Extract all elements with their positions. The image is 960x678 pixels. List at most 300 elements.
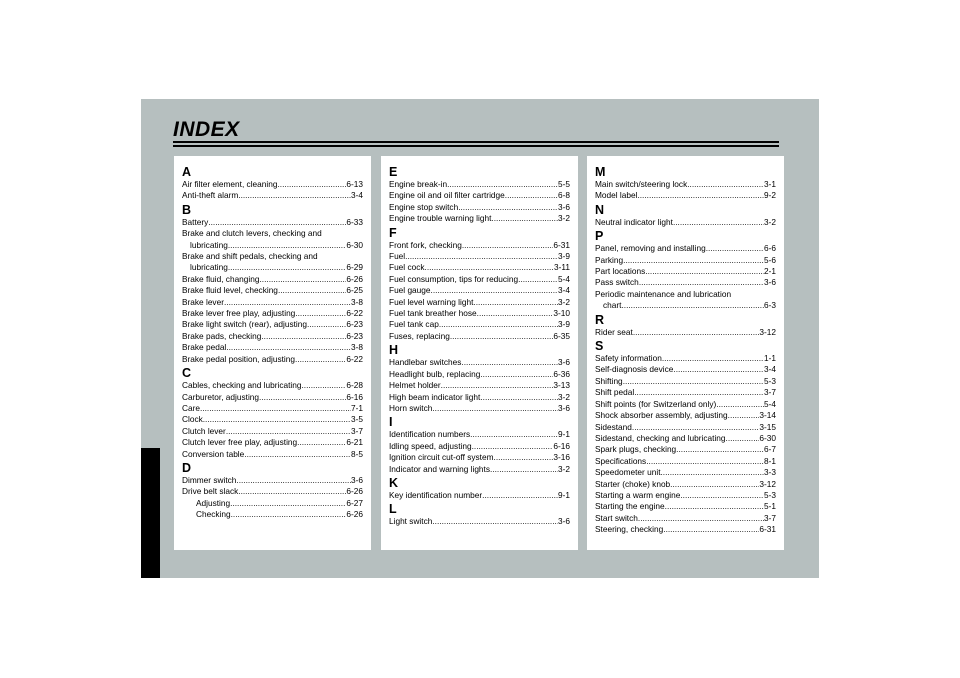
index-entry [595, 433, 776, 444]
leader-dots [673, 364, 764, 375]
index-page-number: 3-2 [558, 463, 570, 474]
index-entry [182, 414, 363, 425]
index-page-number: 6-13 [346, 179, 363, 189]
index-entry [182, 342, 363, 353]
index-entry [389, 490, 570, 501]
index-entry [389, 262, 570, 273]
index-entry [595, 327, 776, 338]
index-entry [595, 410, 776, 421]
index-entry [182, 380, 363, 391]
index-page-number: 1-1 [764, 353, 776, 364]
index-letter-heading: D [182, 460, 192, 475]
index-page-number: 3-9 [558, 319, 570, 330]
index-entry [182, 285, 363, 296]
leader-dots [665, 501, 764, 512]
index-entry-label: Fuel tank breather hose [389, 308, 477, 319]
index-page-number: 5-5 [558, 179, 570, 189]
index-entry-label: Fuel cock [389, 262, 425, 273]
index-entry-label: Sidestand, checking and lubricating [595, 432, 726, 443]
leader-dots [505, 190, 558, 201]
index-page-number: 3-6 [764, 277, 776, 288]
leader-dots [639, 277, 764, 288]
index-entry [389, 190, 570, 201]
leader-dots [458, 202, 558, 213]
leader-dots [477, 308, 554, 319]
index-entry [182, 509, 363, 520]
index-entry [182, 274, 363, 285]
index-entry [182, 331, 363, 342]
index-page-number: 3-16 [553, 452, 570, 463]
index-entry [595, 467, 776, 478]
index-entry-continuation: chart [603, 300, 622, 311]
index-page-number: 6-27 [346, 497, 363, 508]
index-page-number: 5-3 [764, 375, 776, 386]
index-entry-label: Specifications [595, 455, 647, 466]
index-entry [595, 364, 776, 375]
index-entry-label: Brake fluid level, checking [182, 285, 278, 296]
leader-dots [236, 475, 351, 486]
index-entry [389, 319, 570, 330]
index-entry [182, 403, 363, 414]
index-entry [595, 376, 776, 387]
leader-dots [473, 297, 558, 308]
index-entry-label: Brake light switch (rear), adjusting [182, 319, 307, 330]
index-page-number: 6-22 [346, 308, 363, 319]
index-column-3 [587, 156, 784, 550]
leader-dots [470, 429, 558, 440]
index-letter-heading: N [595, 202, 605, 217]
leader-dots [621, 300, 764, 311]
index-page-number: 3-9 [558, 251, 570, 262]
index-entry-label: Sidestand [595, 421, 632, 432]
leader-dots [480, 369, 553, 380]
index-entry-label: Brake pedal position, adjusting [182, 353, 296, 364]
index-entry [389, 274, 570, 285]
index-page-number: 3-2 [558, 213, 570, 224]
leader-dots [224, 297, 351, 308]
index-entry-label: Periodic maintenance and lubrication [595, 288, 732, 299]
index-entry-label: Brake and shift pedals, checking and [182, 251, 318, 262]
index-entry-label: Neutral indicator light [595, 216, 673, 227]
index-entry [182, 240, 363, 251]
index-entry-label: Panel, removing and installing [595, 243, 706, 254]
index-page-number: 6-31 [553, 239, 570, 250]
leader-dots [238, 190, 351, 201]
index-page-number: 3-10 [553, 308, 570, 319]
leader-dots [450, 331, 554, 342]
index-page-number: 6-6 [764, 243, 776, 254]
index-page-number: 6-23 [346, 319, 363, 330]
index-entry-label: Rider seat [595, 326, 633, 337]
index-page-number: 5-3 [764, 489, 776, 500]
index-page-number: 6-8 [558, 190, 570, 201]
index-page-number: 3-1 [764, 179, 776, 189]
index-entry [182, 449, 363, 460]
index-page-number: 6-30 [346, 239, 363, 250]
leader-dots [645, 266, 764, 277]
leader-dots [203, 414, 351, 425]
index-letter-heading: H [389, 343, 399, 358]
index-page-number: 3-5 [351, 414, 363, 425]
leader-dots [680, 490, 764, 501]
leader-dots [661, 467, 765, 478]
index-page-number: 3-8 [351, 296, 363, 307]
index-entry-label: Steering, checking [595, 524, 664, 535]
index-entry [389, 331, 570, 342]
index-letter-heading: A [182, 165, 192, 179]
index-entry-continuation: lubricating [190, 239, 228, 250]
index-page-number: 3-7 [764, 512, 776, 523]
index-page-number: 6-33 [346, 216, 363, 227]
index-letter-heading: R [595, 312, 605, 327]
index-entry-label: Fuel level warning light [389, 296, 474, 307]
index-entry-label: Clutch lever [182, 425, 226, 436]
leader-dots [432, 516, 558, 527]
index-entry-label: Fuel [389, 251, 406, 262]
index-entry [595, 190, 776, 201]
index-letter-heading: P [595, 229, 604, 244]
index-entry [595, 179, 776, 190]
index-entry-label: Handlebar switches [389, 357, 462, 368]
leader-dots [238, 486, 346, 497]
index-entry-label: Horn switch [389, 402, 433, 413]
chapter-tab-marker [141, 448, 160, 578]
index-entry-label: Starting the engine [595, 501, 665, 512]
leader-dots [295, 308, 346, 319]
index-page-number: 3-12 [759, 326, 776, 337]
index-entry-label: Headlight bulb, replacing [389, 368, 481, 379]
index-page-number: 3-4 [558, 285, 570, 296]
index-entry-label: Brake pedal [182, 342, 227, 353]
index-page-number: 6-23 [346, 330, 363, 341]
index-letter-heading: I [389, 415, 393, 430]
title-rule-top [173, 141, 779, 143]
leader-dots [632, 422, 759, 433]
index-entry [595, 501, 776, 512]
leader-dots [638, 513, 764, 524]
index-entry-label: Conversion table [182, 448, 245, 459]
index-letter-heading: M [595, 165, 606, 179]
index-page-number: 3-6 [558, 402, 570, 413]
index-entry [182, 308, 363, 319]
index-entry [182, 190, 363, 201]
index-entry-label: Engine stop switch [389, 201, 459, 212]
leader-dots [673, 217, 764, 228]
leader-dots [425, 262, 554, 273]
index-entry-label: Air filter element, cleaning [182, 179, 278, 189]
leader-dots [491, 213, 558, 224]
index-entry [182, 217, 363, 228]
index-entry [389, 179, 570, 190]
index-entry [389, 357, 570, 368]
index-page-number: 5-4 [558, 273, 570, 284]
index-page-number: 6-36 [553, 368, 570, 379]
index-entry-label: Shifting [595, 375, 623, 386]
leader-dots [687, 179, 764, 190]
index-entry-label: Front fork, checking [389, 239, 462, 250]
index-page-number: 3-4 [764, 364, 776, 375]
index-entry [182, 354, 363, 365]
index-entry [595, 300, 776, 311]
index-entry [595, 243, 776, 254]
leader-dots [676, 444, 764, 455]
leader-dots [277, 179, 346, 190]
index-entry-label: Start switch [595, 512, 638, 523]
leader-dots [482, 490, 558, 501]
leader-dots [480, 392, 558, 403]
index-page-number: 3-15 [759, 421, 776, 432]
index-entry-label: Fuses, replacing [389, 330, 450, 341]
leader-dots [278, 285, 346, 296]
index-entry-label: Drive belt slack [182, 486, 239, 497]
index-entry-label: Shock absorber assembly, adjusting [595, 410, 728, 421]
index-entry-label: Model label [595, 190, 638, 201]
index-letter-heading: B [182, 202, 192, 217]
leader-dots [231, 509, 347, 520]
index-entry [595, 422, 776, 433]
index-entry-label: Clock [182, 414, 203, 425]
index-page-number: 3-13 [553, 380, 570, 391]
index-entry-label: Part locations [595, 266, 646, 277]
leader-dots [494, 452, 554, 463]
index-entry-label: Battery [182, 216, 209, 227]
index-column-1 [174, 156, 371, 550]
index-entry [182, 475, 363, 486]
leader-dots [431, 285, 558, 296]
index-entry [595, 513, 776, 524]
leader-dots [297, 437, 346, 448]
index-entry-label: Anti-theft alarm [182, 190, 239, 201]
index-entry-label: Self-diagnosis device [595, 364, 674, 375]
index-page [141, 99, 819, 578]
leader-dots [439, 319, 558, 330]
index-page-number: 3-14 [759, 410, 776, 421]
index-entry [389, 452, 570, 463]
index-page-number: 3-7 [351, 425, 363, 436]
index-entry [595, 255, 776, 266]
index-entry-continuation: lubricating [190, 262, 228, 273]
index-entry [182, 179, 363, 190]
leader-dots [662, 353, 764, 364]
index-letter-heading: E [389, 165, 398, 179]
index-page-number: 3-11 [554, 262, 570, 273]
index-entry-label: Key identification number [389, 489, 483, 500]
index-page-number: 5-1 [764, 501, 776, 512]
index-page-number: 3-3 [764, 467, 776, 478]
index-entry-label: Speedometer unit [595, 467, 661, 478]
index-page-number: 3-6 [558, 516, 570, 527]
index-page-number: 6-29 [346, 262, 363, 273]
index-page-number: 3-6 [351, 474, 363, 485]
leader-dots [441, 380, 554, 391]
index-entry [389, 369, 570, 380]
index-entry-label: Ignition circuit cut-off system [389, 452, 494, 463]
index-page-number: 6-7 [764, 444, 776, 455]
index-page-number: 8-5 [351, 448, 363, 459]
index-entry-label: Safety information [595, 353, 662, 364]
index-entry [389, 441, 570, 452]
leader-dots [706, 243, 764, 254]
leader-dots [226, 342, 351, 353]
leader-dots [405, 251, 558, 262]
index-page-number: 9-1 [558, 429, 570, 440]
index-entry-label: Shift points (for Switzerland only) [595, 398, 717, 409]
index-entry-label: Dimmer switch [182, 474, 237, 485]
index-entry-label: Fuel tank cap [389, 319, 439, 330]
index-entry [595, 353, 776, 364]
index-entry [389, 380, 570, 391]
index-page-number: 3-6 [558, 201, 570, 212]
index-entry [182, 437, 363, 448]
index-letter-heading: S [595, 339, 604, 354]
index-page-number: 2-1 [764, 266, 776, 277]
leader-dots [716, 399, 764, 410]
leader-dots [726, 433, 760, 444]
index-entry-label: Helmet holder [389, 380, 441, 391]
index-page-number: 6-26 [346, 273, 363, 284]
index-entry-label: Cables, checking and lubricating [182, 380, 302, 391]
index-entry [595, 444, 776, 455]
index-letter-heading: F [389, 225, 397, 240]
index-page-number: 6-26 [346, 486, 363, 497]
leader-dots [295, 354, 346, 365]
leader-dots [663, 524, 759, 535]
index-entry [389, 251, 570, 262]
index-entry-label: Clutch lever free play, adjusting [182, 437, 298, 448]
index-page-number: 7-1 [351, 402, 363, 413]
index-entry [595, 399, 776, 410]
index-entry-label: Engine oil and oil filter cartridge [389, 190, 505, 201]
index-entry-label: Identification numbers [389, 429, 471, 440]
index-column-2 [381, 156, 578, 550]
index-page-number: 3-2 [558, 391, 570, 402]
index-entry [182, 498, 363, 509]
index-entry [182, 262, 363, 273]
index-entry-label: Brake and clutch levers, checking and [182, 228, 322, 239]
leader-dots [301, 380, 346, 391]
index-entry [389, 240, 570, 251]
index-entry-label: Parking [595, 254, 624, 265]
index-entry [595, 387, 776, 398]
leader-dots [200, 403, 351, 414]
leader-dots [208, 217, 346, 228]
leader-dots [637, 190, 764, 201]
index-entry-label: Indicator and warning lights [389, 463, 491, 474]
title-rule-bottom [173, 145, 779, 147]
index-entry-label: Fuel gauge [389, 285, 431, 296]
leader-dots [230, 498, 346, 509]
leader-dots [633, 327, 760, 338]
index-entry-label: Brake fluid, changing [182, 273, 260, 284]
index-entry [389, 429, 570, 440]
index-entry-label: Adjusting [196, 497, 231, 508]
leader-dots [461, 357, 558, 368]
index-entry-label: Carburetor, adjusting [182, 391, 260, 402]
index-entry-label: Checking [196, 509, 231, 520]
index-entry-label: Starting a warm engine [595, 489, 681, 500]
index-entry [389, 403, 570, 414]
leader-dots [623, 255, 764, 266]
leader-dots [646, 456, 764, 467]
index-page-number: 6-16 [346, 391, 363, 402]
index-page-number: 3-12 [759, 478, 776, 489]
index-entry [595, 277, 776, 288]
index-entry [182, 319, 363, 330]
index-entry [389, 392, 570, 403]
index-page-number: 6-26 [346, 509, 363, 520]
index-page-number: 6-16 [553, 440, 570, 451]
index-entry-label: Main switch/steering lock [595, 179, 688, 189]
index-entry [182, 486, 363, 497]
index-letter-heading: L [389, 502, 397, 517]
index-entry-label: Engine trouble warning light [389, 213, 492, 224]
index-page-number: 6-28 [346, 380, 363, 391]
leader-dots [260, 274, 347, 285]
leader-dots [447, 179, 558, 190]
page-title: INDEX [173, 118, 240, 141]
index-page-number: 3-4 [351, 190, 363, 201]
index-entry [389, 202, 570, 213]
index-entry-label: Brake lever [182, 296, 224, 307]
index-page-number: 6-22 [346, 353, 363, 364]
leader-dots [462, 240, 554, 251]
index-entry [389, 297, 570, 308]
index-page-number: 3-6 [558, 357, 570, 368]
index-entry-label: Spark plugs, checking [595, 444, 677, 455]
leader-dots [518, 274, 558, 285]
index-page-number: 6-25 [346, 285, 363, 296]
index-page-number: 6-30 [759, 432, 776, 443]
leader-dots [490, 464, 558, 475]
index-entry [595, 456, 776, 467]
index-entry [389, 464, 570, 475]
leader-dots [244, 449, 351, 460]
leader-dots [472, 441, 554, 452]
index-page-number: 9-1 [558, 489, 570, 500]
index-entry [389, 308, 570, 319]
index-page-number: 6-21 [346, 437, 363, 448]
leader-dots [623, 376, 764, 387]
index-entry [595, 217, 776, 228]
leader-dots [228, 240, 347, 251]
index-page-number: 9-2 [764, 190, 776, 201]
index-entry-label: Fuel consumption, tips for reducing [389, 273, 519, 284]
leader-dots [634, 387, 764, 398]
index-entry [595, 524, 776, 535]
index-entry-label: High beam indicator light [389, 391, 481, 402]
index-page-number: 3-8 [351, 342, 363, 353]
leader-dots [307, 319, 346, 330]
index-entry-label: Shift pedal [595, 387, 635, 398]
index-page-number: 6-3 [764, 300, 776, 311]
index-letter-heading: C [182, 366, 192, 381]
index-entry-label: Care [182, 402, 200, 413]
leader-dots [228, 262, 347, 273]
leader-dots [432, 403, 558, 414]
index-entry-label: Starter (choke) knob [595, 478, 671, 489]
index-entry-label: Pass switch [595, 277, 639, 288]
leader-dots [728, 410, 760, 421]
leader-dots [261, 331, 346, 342]
index-page-number: 6-35 [553, 330, 570, 341]
index-page-number: 3-7 [764, 387, 776, 398]
index-page-number: 3-2 [558, 296, 570, 307]
leader-dots [670, 479, 759, 490]
index-entry [182, 392, 363, 403]
index-entry [595, 266, 776, 277]
index-entry-label: Idling speed, adjusting [389, 440, 472, 451]
leader-dots [259, 392, 346, 403]
